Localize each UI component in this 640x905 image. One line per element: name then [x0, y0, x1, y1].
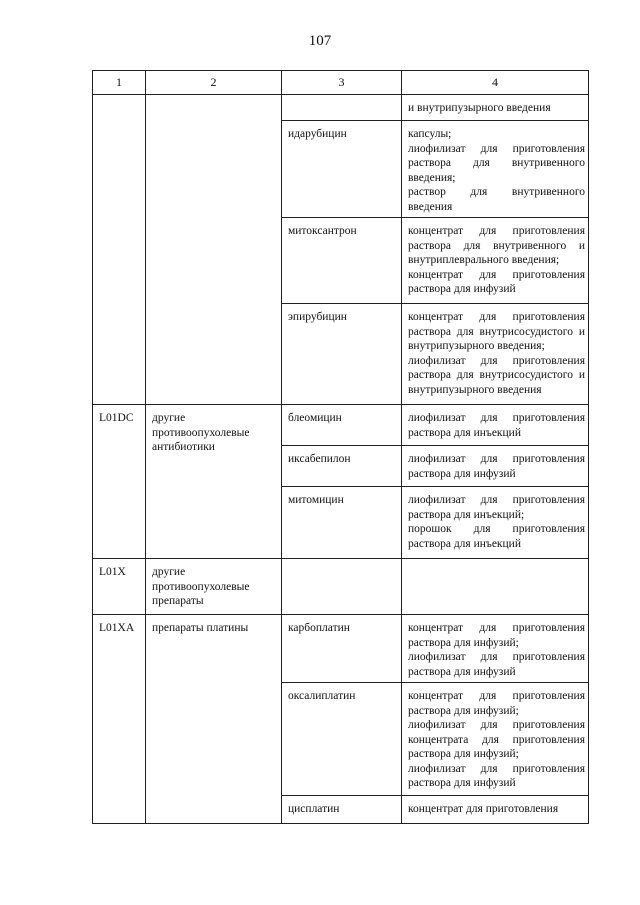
dosage-forms-cell: [402, 796, 589, 824]
dosage-forms-cell: [402, 121, 589, 218]
dosage-form: лиофилизат для приготовления раствора для внутривенного введения;: [408, 142, 585, 184]
drug-cell: блеомицин: [282, 405, 402, 446]
dosage-form: лиофилизат для приготовления раствора для инфузий: [408, 651, 585, 678]
drug-cell: карбоплатин: [282, 615, 402, 683]
drug-cell: эпирубицин: [282, 304, 402, 405]
drug-cell: митомицин: [282, 487, 402, 559]
atc-code-cell: L01DC: [93, 405, 146, 559]
header-cell-2: 2: [146, 71, 282, 95]
dosage-form: концентрат для приготовления раствора для инфузий: [408, 268, 585, 295]
table-row: [93, 559, 589, 615]
dosage-forms-cell: [402, 95, 589, 121]
dosage-forms-cell: [402, 559, 589, 615]
drug-cell: митоксантрон: [282, 218, 402, 304]
table-row: [93, 405, 589, 446]
header-cell-3: 3: [282, 71, 402, 95]
drug-cell: цисплатин: [282, 796, 402, 824]
drug-table: [92, 70, 589, 824]
dosage-forms-cell: [402, 487, 589, 559]
dosage-forms-cell: [402, 218, 589, 304]
dosage-form: раствор для внутривенного введения: [408, 186, 585, 213]
group-cell: другие противоопухолевые антибиотики: [146, 405, 282, 559]
drug-cell: [282, 559, 402, 615]
table-row: [93, 615, 589, 683]
dosage-form: и внутрипузырного введения: [408, 102, 551, 114]
dosage-form: лиофилизат для приготовления концентрата для приготовления раствора для инфузий;: [408, 719, 585, 760]
header-cell-1: 1: [93, 71, 146, 95]
dosage-form: лиофилизат для приготовления раствора для инфузий: [408, 453, 585, 480]
group-cell: препараты платины: [146, 615, 282, 824]
dosage-form: порошок для приготовления раствора для инъекций: [408, 523, 585, 550]
dosage-form: лиофилизат для приготовления раствора для инъекций;: [408, 494, 585, 521]
dosage-forms-cell: [402, 405, 589, 446]
dosage-form: капсулы;: [408, 128, 452, 140]
drug-cell: оксалиплатин: [282, 683, 402, 796]
dosage-forms-cell: [402, 615, 589, 683]
drug-cell: иксабепилон: [282, 446, 402, 487]
dosage-forms-cell: [402, 683, 589, 796]
atc-code-cell: [93, 95, 146, 405]
atc-code-cell: L01X: [93, 559, 146, 615]
atc-code-cell: L01XA: [93, 615, 146, 824]
dosage-form: концентрат для приготовления: [408, 803, 559, 815]
dosage-forms-cell: [402, 304, 589, 405]
group-cell: другие противоопухолевые препараты: [146, 559, 282, 615]
drug-cell: идарубицин: [282, 121, 402, 218]
drug-cell: [282, 95, 402, 121]
dosage-form: концентрат для приготовления раствора для внутрисосудистого и внутрипузырного введения;: [408, 311, 585, 352]
dosage-form: концентрат для приготовления раствора для внутривенного и внутриплеврального введения;: [408, 225, 585, 266]
table-header-row: [93, 71, 589, 95]
dosage-forms-cell: [402, 446, 589, 487]
dosage-form: концентрат для приготовления раствора для инфузий;: [408, 622, 585, 649]
page-number: 107: [308, 33, 332, 49]
dosage-form: лиофилизат для приготовления раствора для внутрисосудистого и внутрипузырного введения: [408, 354, 585, 396]
dosage-form: концентрат для приготовления раствора для инфузий;: [408, 690, 585, 717]
dosage-form: лиофилизат для приготовления раствора для инфузий: [408, 762, 585, 789]
group-cell: [146, 95, 282, 405]
dosage-form: лиофилизат для приготовления раствора для инъекций: [408, 412, 585, 439]
header-cell-4: 4: [402, 71, 589, 95]
table-row: [93, 95, 589, 121]
